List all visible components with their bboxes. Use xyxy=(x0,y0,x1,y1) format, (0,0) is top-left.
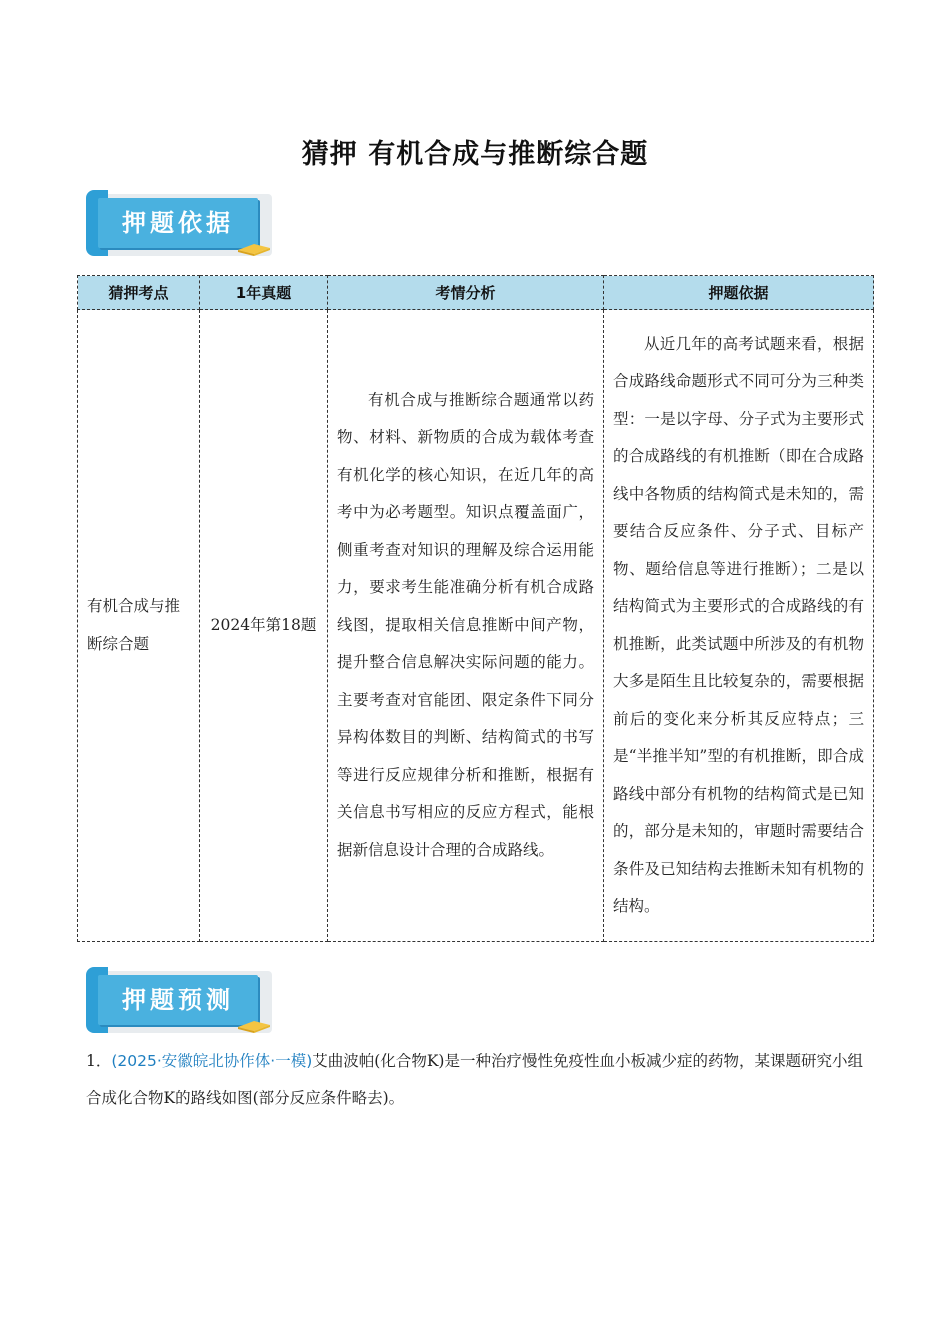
table-header-row xyxy=(78,276,874,310)
prediction-table xyxy=(77,275,874,942)
cell-exam: 2024年第18题 xyxy=(200,310,328,942)
page-title: 猜押 有机合成与推断综合题 xyxy=(301,139,649,170)
cell-analysis: 有机合成与推断综合题通常以药物、材料、新物质的合成为载体考查有机化学的核心知识，在近几年的高考中为必考题型。知识点覆盖面广，侧重考查对知识的理解及综合运用能力，要求考生能准确分析有机合成路线图，提取相关信息推断中间产物，提升整合信息解决实际问题的能力。主要考查对官能团、限定条件下同分异构体数目的判断、结构简式的书写等进行反应规律分析和推断，根据有关信息书写相应的反应方程式，能根据新信息设计合理的合成路线。 xyxy=(328,310,604,942)
header-basis: 押题依据 xyxy=(604,276,874,310)
question-text: 艾曲波帕(化合物K)是一种治疗慢性免疫性血小板减少症的药物，某课题研究小组合成化合物K的路线如图(部分反应条件略去)。 xyxy=(86,1052,863,1107)
header-analysis: 考情分析 xyxy=(328,276,604,310)
section-banner-predict xyxy=(86,967,272,1037)
section-banner-basis-label: 押题依据 xyxy=(122,209,234,237)
header-exam: 1年真题 xyxy=(200,276,328,310)
question-source: (2025·安徽皖北协作体·一模) xyxy=(111,1052,313,1070)
cell-topic: 有机合成与推断综合题 xyxy=(78,310,200,942)
section-banner-basis xyxy=(86,190,272,260)
book-icon xyxy=(236,240,272,256)
section-banner-predict-label: 押题预测 xyxy=(122,986,234,1014)
book-icon xyxy=(236,1017,272,1033)
question-1 xyxy=(86,1043,872,1117)
question-number: 1． xyxy=(86,1052,112,1070)
header-topic: 猜押考点 xyxy=(78,276,200,310)
cell-basis: 从近几年的高考试题来看，根据合成路线命题形式不同可分为三种类型：一是以字母、分子式为主要形式的合成路线的有机推断（即在合成路线中各物质的结构简式是未知的，需要结合反应条件、分子式、目标产物、题给信息等进行推断）；二是以结构简式为主要形式的合成路线的有机推断，此类试题中所涉及的有机物大多是陌生且比较复杂的，需要根据前后的变化来分析其反应特点；三是“半推半知”型的有机推断，即合成路线中部分有机物的结构简式是已知的，部分是未知的，审题时需要结合条件及已知结构去推断未知有机物的结构。 xyxy=(604,310,874,942)
table-row xyxy=(78,310,874,942)
